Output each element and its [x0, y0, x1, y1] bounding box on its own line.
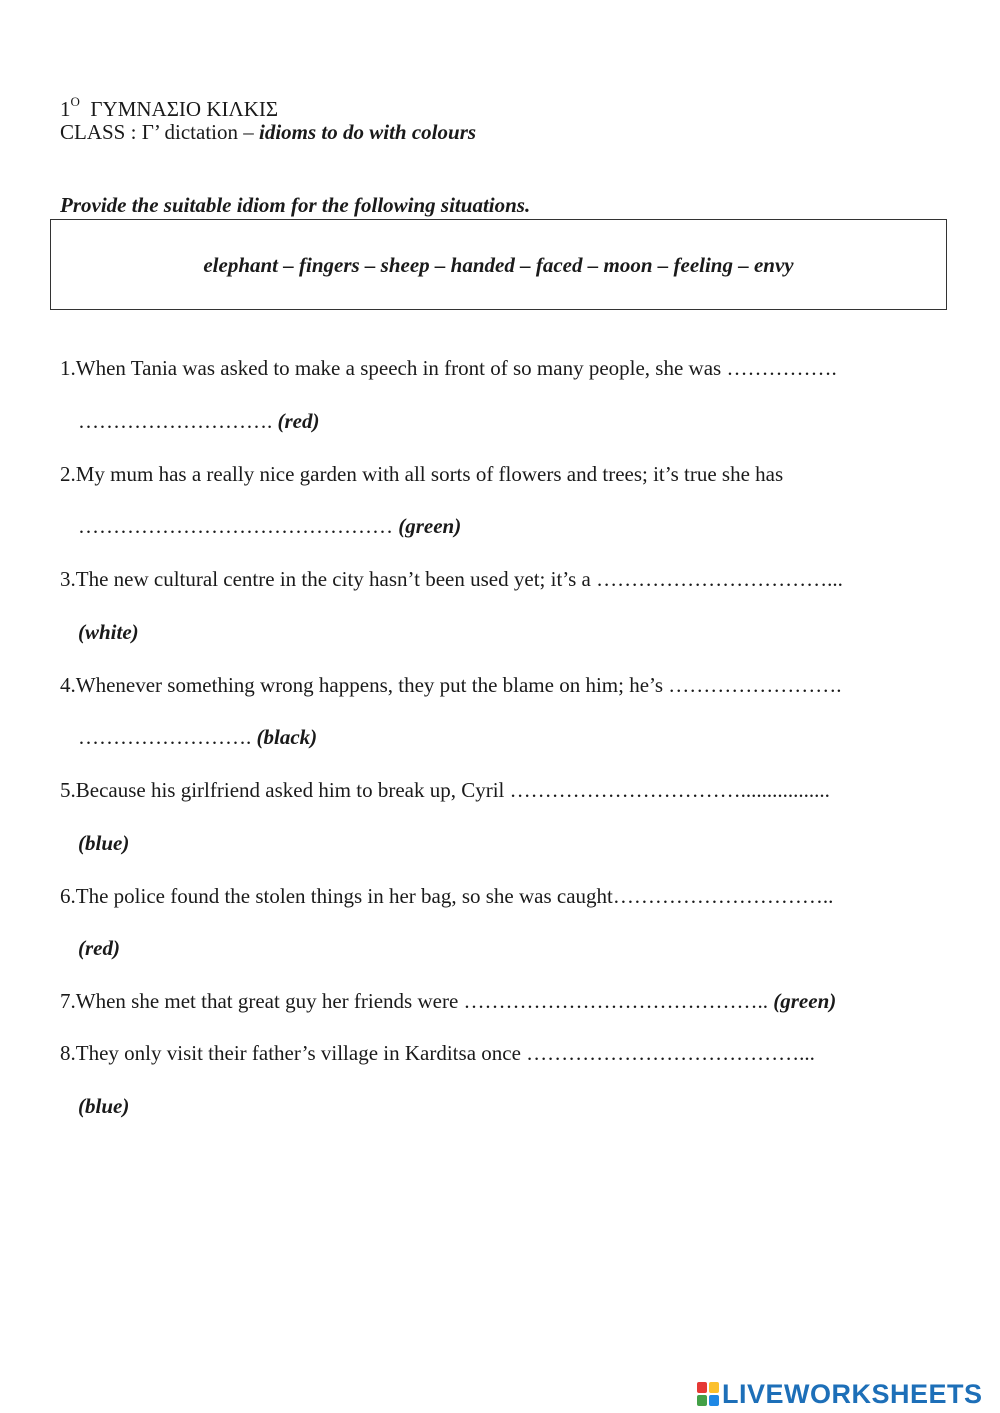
- school-title: [60, 89, 278, 122]
- question-3-hint: (white): [78, 620, 139, 644]
- question-5-hint: (blue): [78, 831, 130, 855]
- question-1-hint: (red): [277, 409, 320, 433]
- question-6-continuation: [78, 935, 120, 961]
- question-6: 6.The police found the stolen things in her bag, so she was caught…………………………..: [60, 884, 834, 908]
- question-4-blank[interactable]: …………………….: [78, 725, 257, 749]
- question-4-continuation: [78, 724, 317, 750]
- liveworksheets-logo-text: LIVEWORKSHEETS: [722, 1378, 983, 1409]
- word-bank: elephant – fingers – sheep – handed – faced – moon – feeling – envy: [203, 253, 794, 277]
- question-2-blank[interactable]: ………………………………………: [78, 514, 399, 538]
- class-prefix: CLASS : Γ’ dictation –: [60, 120, 254, 144]
- school-number: 1: [60, 97, 71, 121]
- question-7-text: 7.When she met that great guy her friends were ……………………………………..: [60, 989, 774, 1013]
- question-5-continuation: [78, 830, 129, 856]
- question-2: 2.My mum has a really nice garden with all sorts of flowers and trees; it’s true she has: [60, 462, 784, 486]
- school-name: ΓΥΜΝΑΣΙΟ ΚΙΛΚΙΣ: [90, 97, 279, 121]
- question-7-hint: (green): [773, 989, 837, 1013]
- question-2-hint: (green): [398, 514, 462, 538]
- class-topic: idioms to do with colours: [259, 120, 477, 144]
- liveworksheets-logo[interactable]: [697, 1378, 983, 1410]
- question-8: 8.They only visit their father’s village in Karditsa once …………………………………...: [60, 1041, 815, 1065]
- instruction: Provide the suitable idiom for the following situations.: [60, 193, 531, 217]
- question-8-hint: (blue): [78, 1094, 130, 1118]
- question-5: 5.Because his girlfriend asked him to break up, Cyril …………………………….................: [60, 778, 830, 802]
- question-1: 1.When Tania was asked to make a speech in front of so many people, she was …………….: [60, 356, 837, 380]
- word-bank-box: [50, 219, 947, 310]
- question-8-continuation: [78, 1093, 129, 1119]
- question-2-continuation: [78, 513, 461, 539]
- question-1-blank[interactable]: ……………………….: [78, 409, 278, 433]
- class-line: [60, 119, 476, 145]
- question-1-continuation: [78, 408, 319, 434]
- question-4: 4.Whenever something wrong happens, they put the blame on him; he’s …………………….: [60, 673, 842, 697]
- question-7: [60, 988, 836, 1014]
- school-number-sup: O: [70, 94, 80, 109]
- liveworksheets-logo-icon: [697, 1382, 719, 1406]
- question-4-hint: (black): [256, 725, 318, 749]
- question-3-continuation: [78, 619, 139, 645]
- question-6-hint: (red): [78, 936, 120, 960]
- question-3: 3.The new cultural centre in the city hasn’t been used yet; it’s a ……………………………...: [60, 567, 843, 591]
